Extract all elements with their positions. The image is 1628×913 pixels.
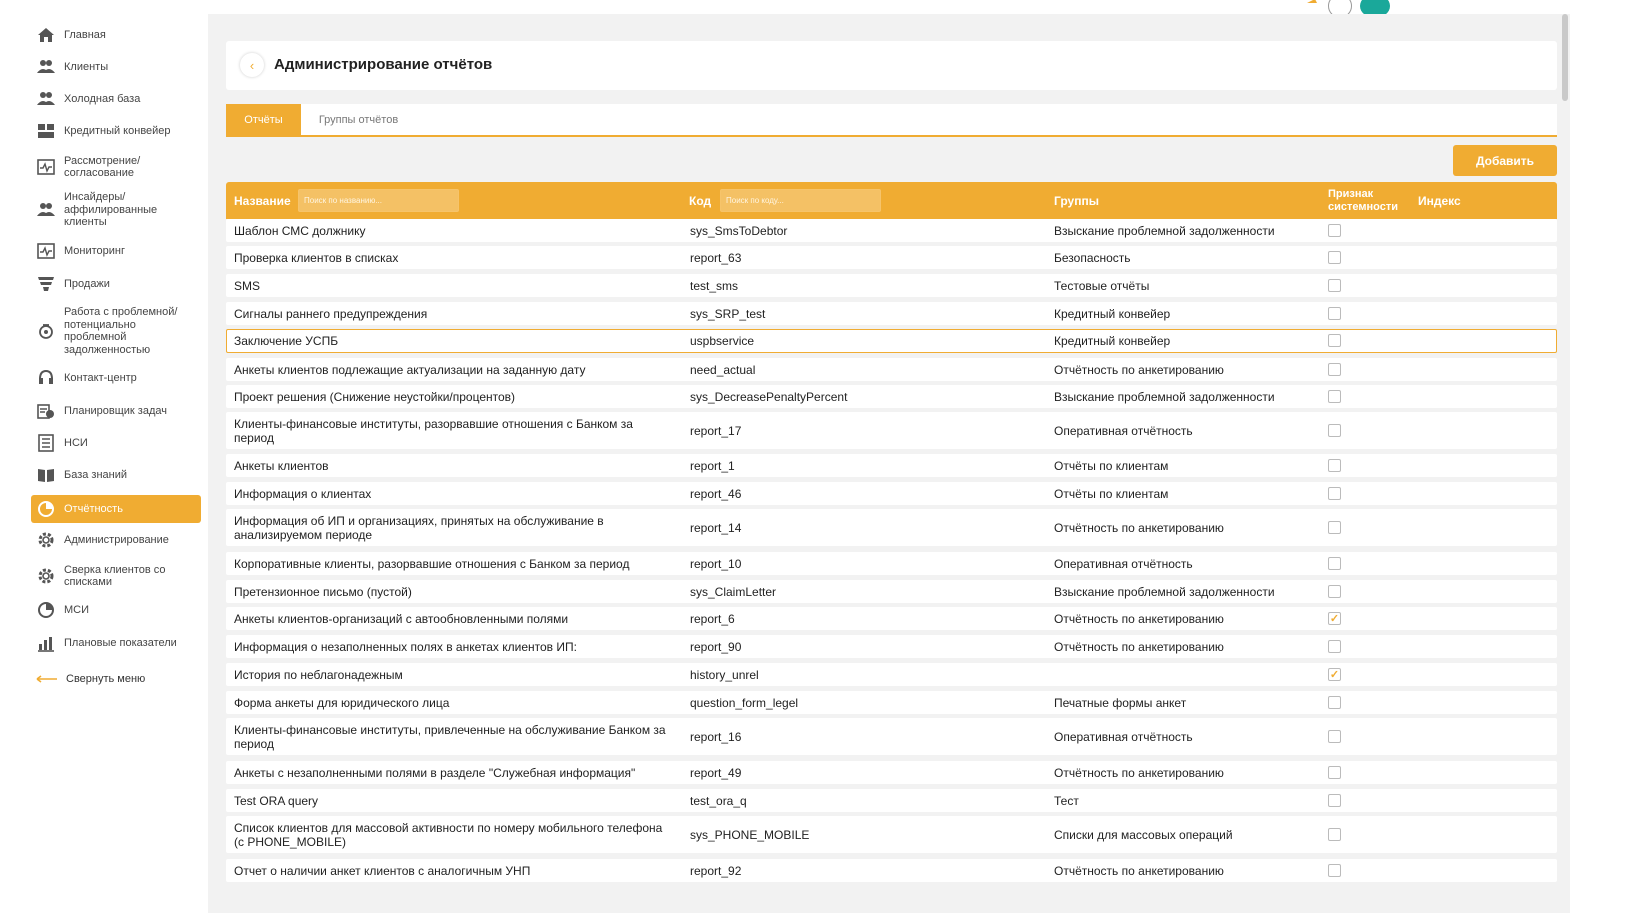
sidebar-item-label: Главная: [64, 28, 106, 41]
system-checkbox[interactable]: [1328, 557, 1341, 570]
cell-group: Списки для массовых операций: [1054, 827, 1233, 842]
cell-code: report_14: [690, 520, 742, 535]
system-checkbox[interactable]: [1328, 521, 1341, 534]
table-header: [226, 182, 1557, 219]
sidebar-item-label: Сверка клиентов со списками: [64, 563, 166, 588]
system-checkbox[interactable]: [1328, 424, 1341, 437]
cell-name: Анкеты с незаполненными полями в разделе "Служебная информация": [234, 765, 636, 780]
system-checkbox[interactable]: [1328, 459, 1341, 472]
users-icon: [36, 89, 56, 109]
gear-icon: [36, 530, 56, 550]
arrow-left-icon: [36, 669, 58, 689]
chevron-left-icon: ‹: [249, 57, 255, 73]
cell-code: report_16: [690, 729, 742, 744]
sidebar-item-plan-indicators[interactable]: [31, 633, 201, 653]
sidebar-item-label: Плановые показатели: [64, 636, 177, 649]
main-content: [208, 14, 1570, 913]
cell-code: report_49: [690, 765, 742, 780]
sidebar-item-label: Продажи: [64, 277, 110, 290]
cell-code: sys_DecreasePenaltyPercent: [690, 389, 848, 404]
tabs-bar: [226, 104, 1557, 137]
cell-name: Список клиентов для массовой активности по номеру мобильного телефона (с PHONE_MOBILE): [234, 820, 663, 849]
tab-report-groups[interactable]: Группы отчётов: [318, 113, 399, 126]
system-checkbox[interactable]: [1328, 279, 1341, 292]
table-row[interactable]: [226, 663, 1557, 686]
cell-code: report_92: [690, 863, 742, 878]
bell-icon[interactable]: [1305, 0, 1319, 8]
cell-group: Безопасность: [1054, 250, 1131, 265]
sidebar-item-insiders[interactable]: [31, 191, 201, 229]
table-row[interactable]: [226, 274, 1557, 297]
table-row[interactable]: [226, 691, 1557, 714]
cell-name: Претензионное письмо (пустой): [234, 584, 412, 599]
table-row[interactable]: [226, 219, 1557, 242]
headset-icon: [36, 368, 56, 388]
users-icon: [36, 57, 56, 77]
cell-name: Анкеты клиентов-организаций с автообновленными полями: [234, 611, 569, 626]
cell-group: Оперативная отчётность: [1054, 423, 1193, 438]
cell-code: history_unrel: [690, 667, 759, 682]
cell-name: Информация о незаполненных полях в анкетах клиентов ИП:: [234, 639, 577, 654]
sidebar-item-client-lists-check[interactable]: [31, 562, 201, 590]
sidebar-item-contact-center[interactable]: [31, 368, 201, 388]
cell-group: Оперативная отчётность: [1054, 729, 1193, 744]
cell-group: Взыскание проблемной задолженности: [1054, 223, 1275, 238]
cell-group: Взыскание проблемной задолженности: [1054, 584, 1275, 599]
users-icon: [36, 200, 56, 220]
column-header-system[interactable]: Признак системности: [1328, 187, 1398, 213]
sidebar-item-label: Рассмотрение/ согласование: [64, 154, 141, 179]
system-checkbox-checked[interactable]: ✓: [1329, 613, 1340, 625]
system-checkbox[interactable]: [1328, 828, 1341, 841]
sidebar-item-label: Клиенты: [64, 60, 109, 73]
table-row[interactable]: [226, 246, 1557, 269]
sidebar-item-label: Отчётность: [64, 502, 123, 515]
system-checkbox[interactable]: [1328, 390, 1341, 403]
system-checkbox[interactable]: [1328, 640, 1341, 653]
cell-group: Тест: [1054, 793, 1079, 808]
code-search-input[interactable]: [720, 189, 881, 212]
table-row[interactable]: [226, 329, 1557, 353]
collapse-menu-label: Свернуть меню: [66, 672, 146, 685]
cell-name: Форма анкеты для юридического лица: [234, 695, 450, 710]
cell-name: Шаблон СМС должнику: [234, 223, 366, 238]
name-search-input[interactable]: [298, 189, 459, 212]
cell-name: История по неблагонадежным: [234, 667, 403, 682]
system-checkbox[interactable]: [1328, 696, 1341, 709]
cell-code: report_17: [690, 423, 742, 438]
cell-name: Анкеты клиентов подлежащие актуализации на заданную дату: [234, 362, 586, 377]
sidebar: [0, 14, 208, 913]
column-header-index[interactable]: Индекс: [1418, 193, 1461, 208]
cell-name: Информация о клиентах: [234, 486, 372, 501]
tab-reports[interactable]: Отчёты: [226, 104, 301, 135]
debt-icon: [36, 321, 56, 341]
sidebar-item-label: Инсайдеры/ аффилированные клиенты: [64, 191, 158, 229]
sidebar-item-label: Администрирование: [64, 533, 169, 546]
sidebar-item-label: Кредитный конвейер: [64, 124, 171, 137]
cell-code: report_10: [690, 556, 742, 571]
cell-name: Анкеты клиентов: [234, 458, 329, 473]
system-checkbox[interactable]: [1328, 224, 1341, 237]
cell-code: sys_PHONE_MOBILE: [690, 827, 810, 842]
sidebar-item-task-scheduler[interactable]: [31, 401, 201, 421]
cell-group: Кредитный конвейер: [1054, 306, 1171, 321]
cell-name: Заключение УСПБ: [234, 334, 339, 348]
back-button[interactable]: [240, 53, 264, 77]
cell-code: test_sms: [690, 278, 739, 293]
cell-name: Клиенты-финансовые институты, разорвавшие отношения с Банком за период: [234, 416, 633, 445]
sidebar-item-review[interactable]: [31, 153, 201, 181]
sidebar-item-clients[interactable]: [31, 57, 201, 77]
scrollbar-thumb[interactable]: [1562, 14, 1568, 101]
cell-name: Информация об ИП и организациях, принятых на обслуживание в анализируемом периоде: [234, 513, 604, 542]
sidebar-item-monitoring[interactable]: [31, 241, 201, 261]
system-checkbox[interactable]: [1328, 251, 1341, 264]
sidebar-item-cold-base[interactable]: [31, 89, 201, 109]
sidebar-item-msi[interactable]: [31, 600, 201, 620]
cell-name: Клиенты-финансовые институты, привлеченные на обслуживание Банком за период: [234, 722, 666, 751]
cell-group: Отчётность по анкетированию: [1054, 863, 1224, 878]
system-checkbox[interactable]: [1328, 730, 1341, 743]
sidebar-item-label: НСИ: [64, 436, 88, 449]
cell-group: Отчётность по анкетированию: [1054, 362, 1224, 377]
sidebar-item-reporting[interactable]: [31, 495, 201, 523]
sidebar-item-label: Мониторинг: [64, 244, 126, 257]
pulse-icon: [36, 157, 56, 177]
sidebar-item-credit-conveyor[interactable]: [31, 121, 201, 141]
right-margin: [1578, 0, 1628, 913]
cell-name: Корпоративные клиенты, разорвавшие отношения с Банком за период: [234, 556, 630, 571]
table-row[interactable]: [226, 859, 1557, 882]
table-row[interactable]: [226, 789, 1557, 812]
table-row[interactable]: [226, 509, 1557, 546]
table-row[interactable]: [226, 302, 1557, 325]
system-checkbox[interactable]: [1328, 794, 1341, 807]
cell-group: Взыскание проблемной задолженности: [1054, 389, 1275, 404]
sidebar-item-label: Контакт-центр: [64, 371, 137, 384]
sidebar-item-label: МСИ: [64, 603, 90, 616]
bar-chart-icon: [36, 633, 56, 653]
cell-group: Отчётность по анкетированию: [1054, 765, 1224, 780]
cell-name: Проект решения (Снижение неустойки/процентов): [234, 389, 516, 404]
cell-name: SMS: [234, 278, 261, 293]
pie-chart-icon: [36, 600, 56, 620]
table-row[interactable]: [226, 580, 1557, 603]
cell-group: Отчётность по анкетированию: [1054, 611, 1224, 626]
page-title: Администрирование отчётов: [274, 56, 493, 73]
cell-name: Отчет о наличии анкет клиентов с аналогичным УНП: [234, 863, 531, 878]
monitor-icon: [36, 241, 56, 261]
sidebar-item-label: Холодная база: [64, 92, 141, 105]
cell-code: test_ora_q: [690, 793, 747, 808]
calendar-icon: [36, 401, 56, 421]
cell-code: uspbservice: [690, 334, 755, 348]
book-icon: [36, 465, 56, 485]
cell-code: sys_SRP_test: [690, 306, 766, 321]
cell-code: need_actual: [690, 362, 756, 377]
table-row[interactable]: [226, 552, 1557, 575]
sidebar-item-sales[interactable]: [31, 274, 201, 294]
page-header: [226, 41, 1557, 90]
cell-group: Отчётность по анкетированию: [1054, 639, 1224, 654]
sidebar-item-home[interactable]: [31, 25, 201, 45]
system-checkbox[interactable]: [1328, 487, 1341, 500]
cell-group: Отчёты по клиентам: [1054, 486, 1169, 501]
sidebar-item-label: База знаний: [64, 468, 128, 481]
cell-group: Отчётность по анкетированию: [1054, 520, 1224, 535]
cell-code: report_1: [690, 458, 735, 473]
cell-code: sys_ClaimLetter: [690, 584, 777, 599]
system-checkbox-checked[interactable]: ✓: [1329, 669, 1340, 681]
cell-group: Оперативная отчётность: [1054, 556, 1193, 571]
cell-code: question_form_legel: [690, 695, 799, 710]
table-row[interactable]: [226, 482, 1557, 505]
top-bar: [0, 0, 1570, 14]
sidebar-item-knowledge-base[interactable]: [31, 465, 201, 485]
table-row[interactable]: [226, 761, 1557, 784]
column-header-groups[interactable]: Группы: [1054, 193, 1099, 208]
table-row[interactable]: [226, 635, 1557, 658]
cell-code: report_46: [690, 486, 742, 501]
gear-icon: [36, 566, 56, 586]
funnel-icon: [36, 274, 56, 294]
system-checkbox[interactable]: [1328, 363, 1341, 376]
sidebar-item-problem-debt[interactable]: [31, 306, 201, 356]
list-icon: [36, 433, 56, 453]
scrollbar-track[interactable]: [1570, 14, 1578, 913]
sidebar-item-administration[interactable]: [31, 530, 201, 550]
conveyor-icon: [36, 121, 56, 141]
column-header-name[interactable]: Название: [234, 193, 291, 208]
cell-name: Test ORA query: [234, 793, 319, 808]
cell-code: report_63: [690, 250, 742, 265]
pie-chart-icon: [36, 499, 56, 519]
table-row[interactable]: [226, 385, 1557, 408]
cell-group: Печатные формы анкет: [1054, 695, 1187, 710]
add-button[interactable]: Добавить: [1453, 145, 1557, 176]
cell-group: Отчёты по клиентам: [1054, 458, 1169, 473]
table-row[interactable]: [226, 358, 1557, 381]
table-row[interactable]: [226, 607, 1557, 630]
system-checkbox[interactable]: [1328, 766, 1341, 779]
cell-code: report_6: [690, 611, 735, 626]
table-row[interactable]: [226, 454, 1557, 477]
sidebar-item-nsi[interactable]: [31, 433, 201, 453]
cell-group: Кредитный конвейер: [1054, 334, 1171, 348]
table-row[interactable]: [226, 816, 1557, 853]
system-checkbox[interactable]: [1328, 585, 1341, 598]
sidebar-item-label: Работа с проблемной/ потенциально проблемной задолженностью: [64, 306, 178, 356]
collapse-menu-button[interactable]: [31, 670, 201, 688]
cell-group: Тестовые отчёты: [1054, 278, 1150, 293]
table-row[interactable]: [226, 718, 1557, 755]
cell-name: Сигналы раннего предупреждения: [234, 306, 428, 321]
cell-code: report_90: [690, 639, 742, 654]
system-checkbox[interactable]: [1328, 334, 1341, 347]
table-row[interactable]: [226, 412, 1557, 449]
sidebar-item-label: Планировщик задач: [64, 404, 167, 417]
column-header-code[interactable]: Код: [689, 193, 712, 208]
system-checkbox[interactable]: [1328, 864, 1341, 877]
cell-code: sys_SmsToDebtor: [690, 223, 788, 238]
system-checkbox[interactable]: [1328, 307, 1341, 320]
cell-name: Проверка клиентов в списках: [234, 250, 399, 265]
home-icon: [36, 25, 56, 45]
